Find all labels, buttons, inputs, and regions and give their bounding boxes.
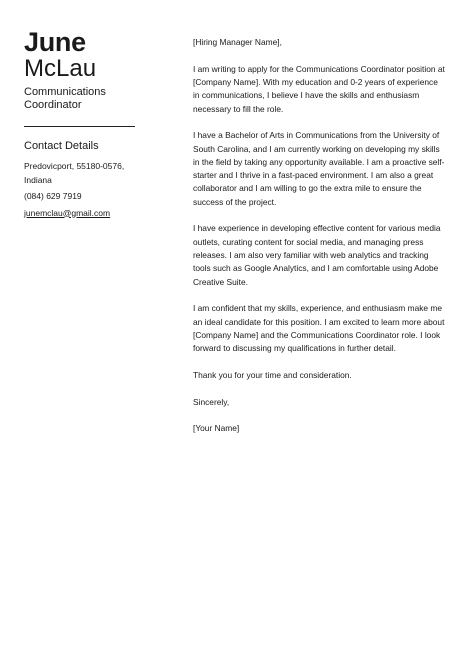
contact-heading: Contact Details [24, 140, 99, 152]
job-title: Communications Coordinator [24, 86, 106, 111]
address-line-2: Indiana [24, 174, 52, 185]
signature: [Your Name] [193, 423, 240, 434]
salutation: [Hiring Manager Name], [193, 37, 282, 47]
letter-paragraph: I am confident that my skills, experience, and enthusiasm make me an ideal candidate for this position. I am excited to learn more about [Company Name] and the Communications Coordinator role. I look forward to discussing my qualifications in further detail. [193, 303, 445, 354]
closing: Sincerely, [193, 396, 230, 407]
address-line-1: Predovicport, 55180-0576, [24, 161, 125, 171]
letter-paragraph: I have a Bachelor of Arts in Communications from the University of South Carolina, and I am currently working on developing my skills in the field by taking any opportunity available. I am a proactive self-starter and I thrive in a fast-paced environment. I am also a great collaborator and I am willing to go the extra mile to ensure the success of the project. [193, 130, 445, 207]
letter-paragraph: I have experience in developing effective content for various media outlets, curating content for social media, and managing press releases. I am also very familiar with web analytics and tracking tools such as Google Analytics, and I am comfortable using Adobe Creative Suite. [193, 223, 441, 287]
last-name: McLau [24, 55, 97, 82]
sidebar [24, 28, 136, 220]
letter-paragraph: Thank you for your time and consideration. [193, 369, 352, 380]
divider [24, 126, 135, 127]
email-line [24, 207, 136, 221]
first-name: June [24, 27, 86, 57]
email-link[interactable]: junemclau@gmail.com [24, 207, 111, 218]
letter-paragraph: I am writing to apply for the Communications Coordinator position at [Company Name]. With my education and 0-2 years of experience in communications, I believe I have the skills and enthusiasm necessary to fill the role. [193, 63, 445, 114]
letter-body [193, 36, 445, 449]
phone-number: (084) 629 7919 [24, 191, 82, 201]
